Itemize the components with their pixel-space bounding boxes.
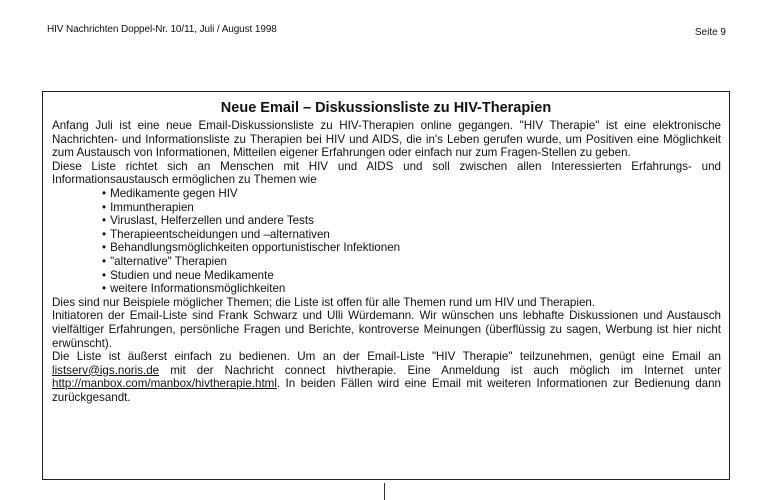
usage-text-3: . In beiden Fällen wird eine Email mit weiteren Informationen zur Bedienung dann zurückgesandt. — [52, 377, 721, 404]
initiators-paragraph: Initiatoren der Email-Liste sind Frank Schwarz und Ulli Würdemann. Wir wünschen uns lebhafte Diskussionen und Austausch vielfältiger Erfahrungen, persönliche Fragen und Berichte, kontroverse Meinungen (überflüssig zu sagen, Werbung ist hier nicht erwünscht). — [52, 309, 721, 350]
list-item: • Immuntherapien — [52, 201, 721, 215]
list-item: • Therapieentscheidungen und –alternativen — [52, 228, 721, 242]
examples-paragraph: Dies sind nur Beispiele möglicher Themen; die Liste ist offen für alle Themen rund um HIV und Therapien. — [52, 295, 596, 309]
article-box — [42, 91, 730, 480]
usage-text-1: Die Liste ist äußerst einfach zu bedienen. Um an der Email-Liste "HIV Therapie" teilzunehmen, genügt eine Email an — [52, 350, 721, 364]
column-divider — [384, 483, 385, 500]
usage-text-2: mit der Nachricht connect hivtherapie. Eine Anmeldung ist auch möglich im Internet unter — [159, 363, 721, 377]
topic-list — [52, 187, 721, 296]
url-link[interactable]: http://manbox.com/manbox/hivtherapie.html — [52, 377, 277, 391]
usage-paragraph — [52, 350, 721, 404]
page-number: Seite 9 — [694, 27, 726, 38]
list-item: • Studien und neue Medikamente — [52, 269, 721, 283]
list-item: • Behandlungsmöglichkeiten opportunistischer Infektionen — [52, 241, 721, 255]
audience-paragraph: Diese Liste richtet sich an Menschen mit HIV und AIDS und soll zwischen allen Interessierten Erfahrungs- und Informationsaustausch ermöglichen zu Themen wie — [52, 159, 721, 187]
list-item: • weitere Informationsmöglichkeiten — [52, 282, 721, 296]
article-body — [52, 119, 721, 404]
intro-paragraph: Anfang Juli ist eine neue Email-Diskussionsliste zu HIV-Therapien online gegangen. "HIV Therapie" ist eine elektronische Nachrichten- und Informationsliste zu Therapien bei HIV und AIDS, die in's Leben gerufen wurde, um Positiven eine Möglichkeit zum Austausch von Informationen, Mitteilen eigener Erfahrungen oder einfach nur zum Fragen-Stellen zu geben. — [52, 119, 721, 160]
email-link[interactable]: listserv@igs.noris.de — [52, 363, 160, 377]
article-title: Neue Email – Diskussionsliste zu HIV-Therapien — [220, 100, 552, 116]
list-item: • Medikamente gegen HIV — [52, 187, 721, 201]
running-header: HIV Nachrichten Doppel-Nr. 10/11, Juli / August 1998 — [47, 24, 277, 35]
list-item: • Viruslast, Helferzellen und andere Tests — [52, 214, 721, 228]
list-item: • "alternative" Therapien — [52, 255, 721, 269]
